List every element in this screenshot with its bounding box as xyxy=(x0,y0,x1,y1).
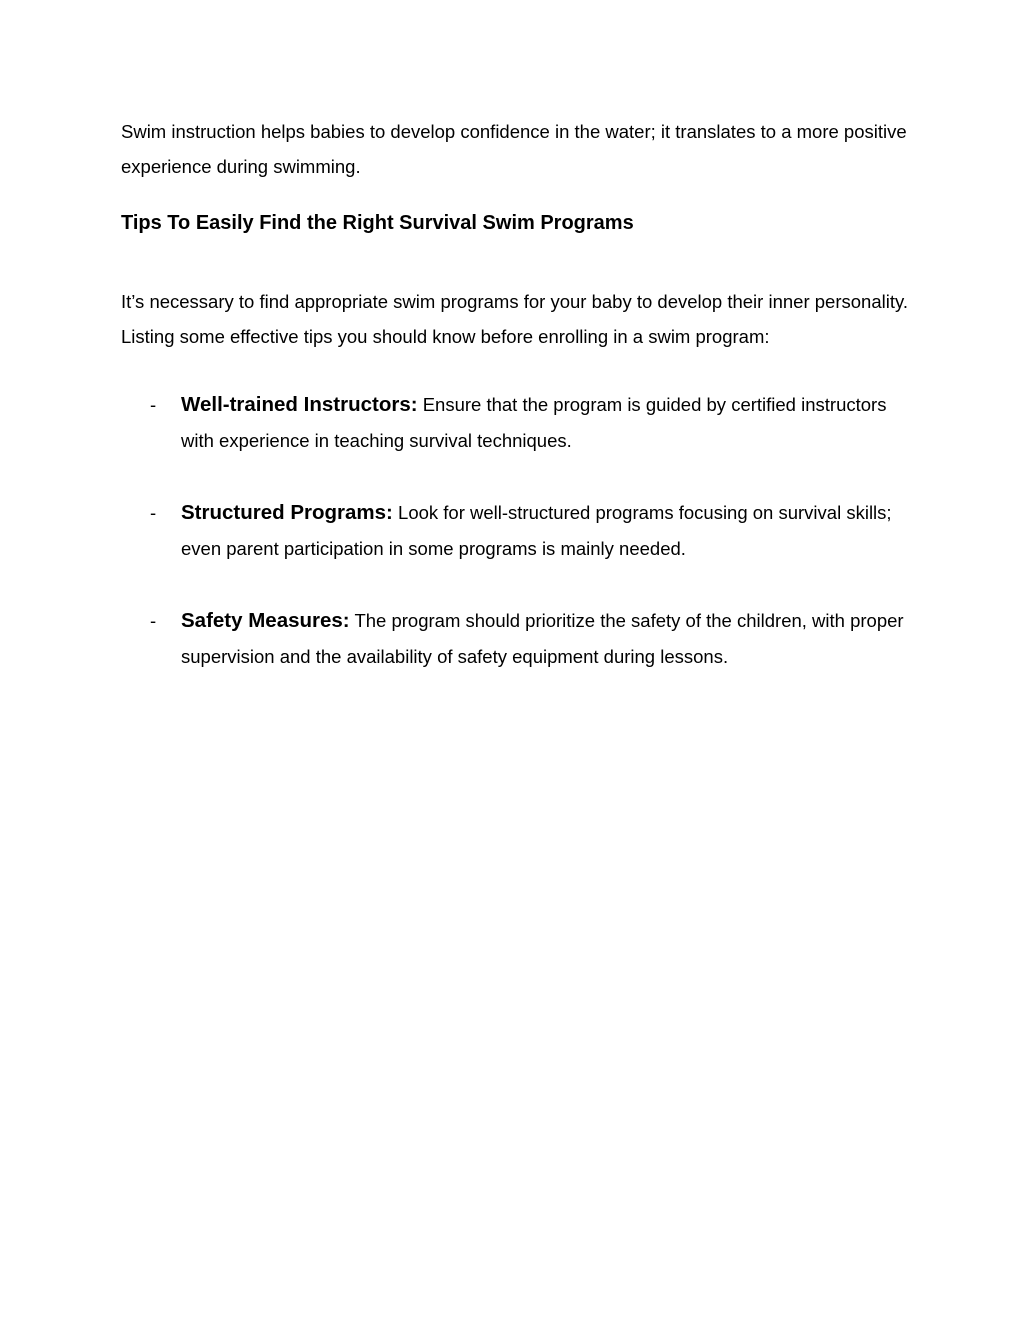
bullet-marker: - xyxy=(150,394,157,415)
tip-term: Structured Programs: xyxy=(181,501,393,524)
tips-intro-paragraph: It’s necessary to find appropriate swim programs for your baby to develop their inner personality. Listing some effective tips you should know before enrolling in a swim program: xyxy=(121,291,908,347)
tip-text: Look for well-structured programs focusing on survival skills; even parent participation in some programs is mainly needed. xyxy=(181,502,892,559)
list-item xyxy=(121,387,911,459)
bullet-marker: - xyxy=(150,502,157,523)
intro-paragraph: Swim instruction helps babies to develop confidence in the water; it translates to a more positive experience during swimming. xyxy=(121,121,907,177)
list-item xyxy=(121,495,911,567)
tips-list xyxy=(121,387,911,675)
tip-text: Ensure that the program is guided by certified instructors with experience in teaching survival techniques. xyxy=(181,394,887,451)
document-page xyxy=(121,114,911,711)
tip-term: Safety Measures: xyxy=(181,609,350,632)
tip-text: The program should prioritize the safety of the children, with proper supervision and the availability of safety equipment during lessons. xyxy=(181,610,904,667)
section-heading: Tips To Easily Find the Right Survival Swim Programs xyxy=(121,212,634,234)
list-item xyxy=(121,603,911,675)
bullet-marker: - xyxy=(150,610,157,631)
tip-term: Well-trained Instructors: xyxy=(181,393,418,416)
